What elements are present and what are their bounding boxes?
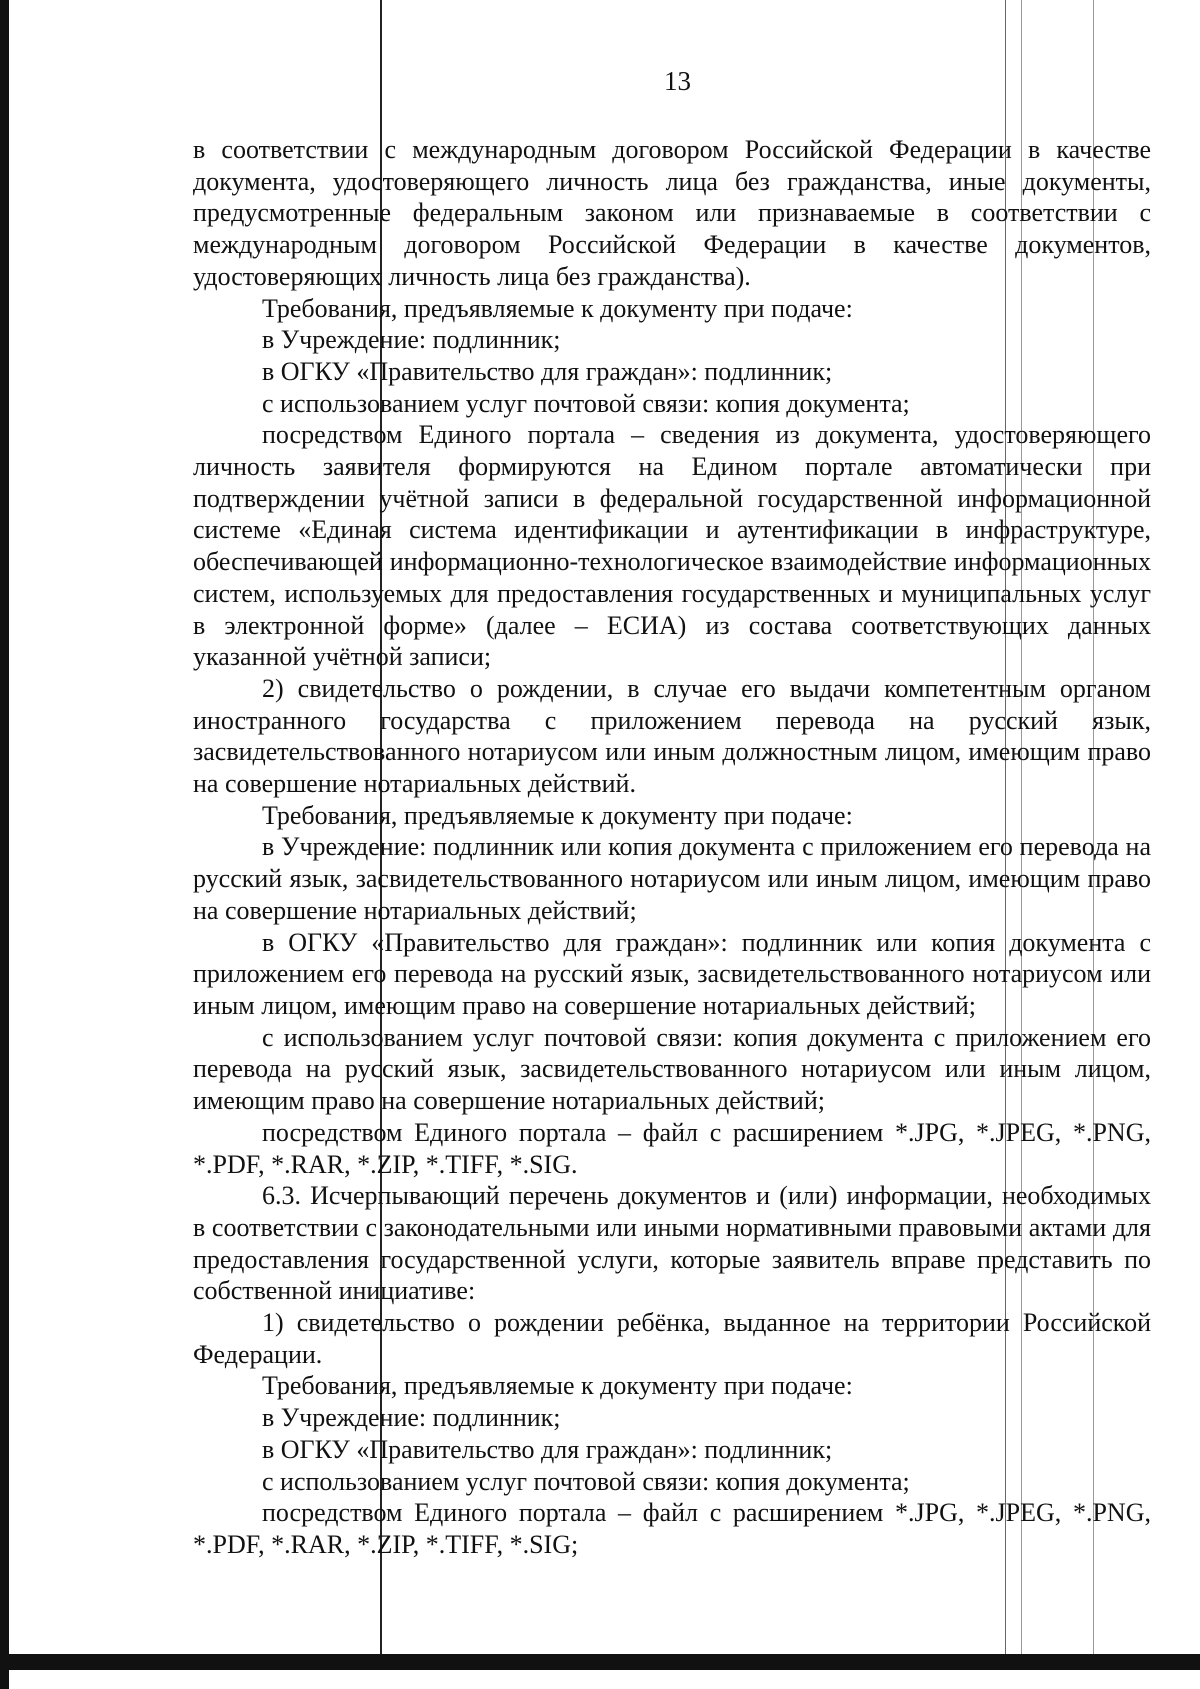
paragraph: посредством Единого портала – файл с расширением *.JPG, *.JPEG, *.PNG, *.PDF, *.RAR, *.ZIP, *.TIFF, *.SIG; [193, 1498, 1151, 1559]
paragraph: в ОГКУ «Правительство для граждан»: подлинник или копия документа с приложением его перевода на русский язык, засвидетельствованного нотариусом или иным лицом, имеющим право на совершение нотариальных действий; [193, 927, 1151, 1020]
paragraph: 2) свидетельство о рождении, в случае его выдачи компетентным органом иностранного государства с приложением перевода на русский язык, засвидетельствованного нотариусом или иным должностным лицом, имеющим право на совершение нотариальных действий. [193, 673, 1151, 799]
paragraph: с использованием услуг почтовой связи: копия документа; [262, 1466, 910, 1496]
scan-bottom-border [0, 1654, 1200, 1670]
paragraph: с использованием услуг почтовой связи: копия документа с приложением его перевода на русский язык, засвидетельствованного нотариусом или иным лицом, имеющим право на совершение нотариальных действий; [193, 1022, 1151, 1116]
paragraph: в ОГКУ «Правительство для граждан»: подлинник; [262, 1434, 833, 1464]
paragraph: в ОГКУ «Правительство для граждан»: подлинник; [262, 356, 833, 386]
paragraph: Требования, предъявляемые к документу при подаче: [262, 1371, 853, 1401]
document-body [193, 134, 1151, 1561]
paragraph: посредством Единого портала – сведения из документа, удостоверяющего личность заявителя формируются на Едином портале автоматически при подтверждении учётной записи в федеральной государственной информационной системе «Единая система идентификации и аутентификации в инфраструктуре, обеспечивающей информационно-технологическое взаимодействие информационных систем, используемых для предоставления государственных и муниципальных услуг в электронной форме» (далее – ЕСИА) из состава соответствующих данных указанной учётной записи; [193, 420, 1151, 672]
paragraph: 6.3. Исчерпывающий перечень документов и (или) информации, необходимых в соответствии с законодательными или иными нормативными правовыми актами для предоставления государственной услуги, которые заявитель вправе представить по собственной инициативе: [193, 1181, 1151, 1306]
paragraph: с использованием услуг почтовой связи: копия документа; [262, 388, 910, 418]
paragraph: посредством Единого портала – файл с расширением *.JPG, *.JPEG, *.PNG, *.PDF, *.RAR, *.ZIP, *.TIFF, *.SIG. [193, 1117, 1151, 1179]
paragraph: в соответствии с международным договором Российской Федерации в качестве документа, удостоверяющего личность лица без гражданства, иные документы, предусмотренные федеральным законом или признаваемые в соответствии с международным договором Российской Федерации в качестве документов, удостоверяющих личность лица без гражданства). [193, 135, 1151, 291]
paragraph: в Учреждение: подлинник; [262, 325, 561, 355]
paragraph: в Учреждение: подлинник или копия документа с приложением его перевода на русский язык, засвидетельствованного нотариусом или иным лицом, имеющим право на совершение нотариальных действий; [193, 832, 1151, 925]
paragraph: в Учреждение: подлинник; [262, 1403, 561, 1433]
paragraph: Требования, предъявляемые к документу при подаче: [262, 293, 853, 323]
paragraph: Требования, предъявляемые к документу при подаче: [262, 800, 853, 830]
scan-left-border [0, 0, 9, 1689]
paragraph: 1) свидетельство о рождении ребёнка, выданное на территории Российской Федерации. [193, 1308, 1151, 1369]
page-number: 13 [664, 66, 691, 96]
